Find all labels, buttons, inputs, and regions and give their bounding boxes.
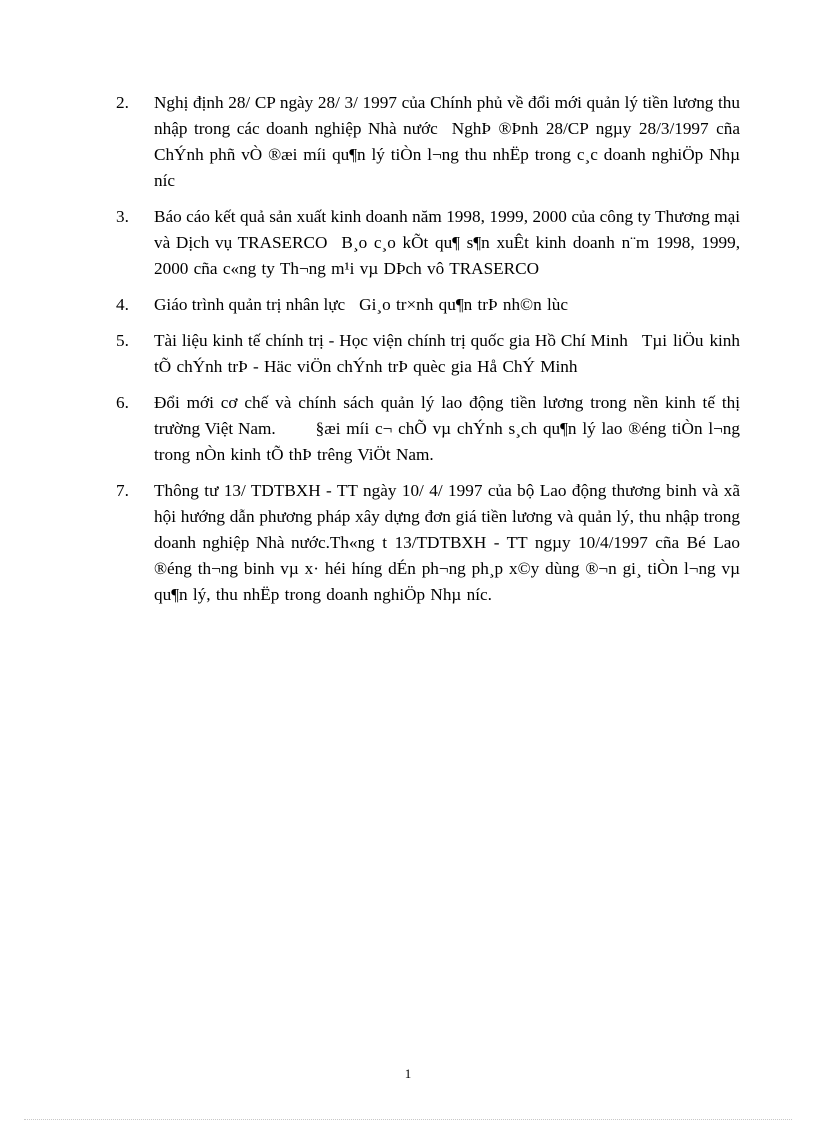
reference-item-2: [116, 90, 740, 194]
reference-text-legacy-encoding: Tµi liÖu kinh tÕ chÝnh trÞ - Häc viÖn chÝnh trÞ quèc gia Hå ChÝ Minh: [154, 331, 740, 376]
reference-text: Giáo trình quản trị nhân lực: [154, 295, 346, 314]
reference-text-legacy-encoding: §æi míi c¬ chÕ vµ chÝnh s¸ch qu¶n lý lao ®éng tiÒn l¬ng trong nÒn kinh tÕ thÞ trêng ViÖt Nam.: [154, 419, 740, 464]
reference-text-legacy-encoding: NghÞ ®Þnh 28/CP ngµy 28/3/1997 cña ChÝnh phñ vÒ ®æi míi qu¶n lý tiÒn l¬ng thu nhËp trong c¸c doanh nghiÖp Nhµ níc: [154, 119, 740, 190]
reference-text-legacy-encoding: Th«ng t 13/TDTBXH - TT ngµy 10/4/1997 cña Bé Lao ®éng th¬ng binh vµ x· héi híng dÉn ph¬ng ph¸p x©y dùng ®¬n gi¸ tiÒn l¬ng vµ qu¶n lý, thu nhËp trong doanh nghiÖp Nhµ níc.: [154, 533, 740, 604]
reference-text: Thông tư 13/ TDTBXH - TT ngày 10/ 4/ 1997 của bộ Lao động thương binh và xã hội hướng dẫn phương pháp xây dựng đơn giá tiền lương và quản lý, thu nhập trong doanh nghiệp Nhà nước.: [154, 481, 740, 552]
page-boundary-divider: [24, 1119, 792, 1120]
reference-text: Đổi mới cơ chế và chính sách quản lý lao động tiền lương trong nền kinh tế thị trường Việt Nam.: [154, 393, 740, 438]
reference-number: 5.: [116, 331, 129, 350]
page-number: 1: [404, 1066, 412, 1081]
reference-item-3: [116, 204, 740, 282]
reference-item-4: [116, 292, 740, 318]
reference-item-7: [116, 478, 740, 608]
reference-number: 7.: [116, 481, 129, 500]
reference-item-5: [116, 328, 740, 380]
reference-number: 4.: [116, 295, 129, 314]
reference-text: Tài liệu kinh tế chính trị - Học viện chính trị quốc gia Hồ Chí Minh: [154, 331, 628, 350]
reference-number: 6.: [116, 393, 129, 412]
reference-text: Báo cáo kết quả sản xuất kinh doanh năm 1998, 1999, 2000 của công ty Thương mại và Dịch vụ TRASERCO: [154, 207, 740, 252]
reference-text-legacy-encoding: Gi¸o tr×nh qu¶n trÞ nh©n lùc: [359, 295, 569, 314]
reference-number: 3.: [116, 207, 129, 226]
reference-list: [116, 90, 740, 618]
reference-item-6: [116, 390, 740, 468]
reference-text-legacy-encoding: B¸o c¸o kÕt qu¶ s¶n xuÊt kinh doanh n¨m 1998, 1999, 2000 cña c«ng ty Th¬ng m¹i vµ DÞch vô TRASERCO: [154, 233, 740, 278]
reference-number: 2.: [116, 93, 129, 112]
reference-text: Nghị định 28/ CP ngày 28/ 3/ 1997 của Chính phủ về đổi mới quản lý tiền lương thu nhập trong các doanh nghiệp Nhà nước: [154, 93, 740, 138]
